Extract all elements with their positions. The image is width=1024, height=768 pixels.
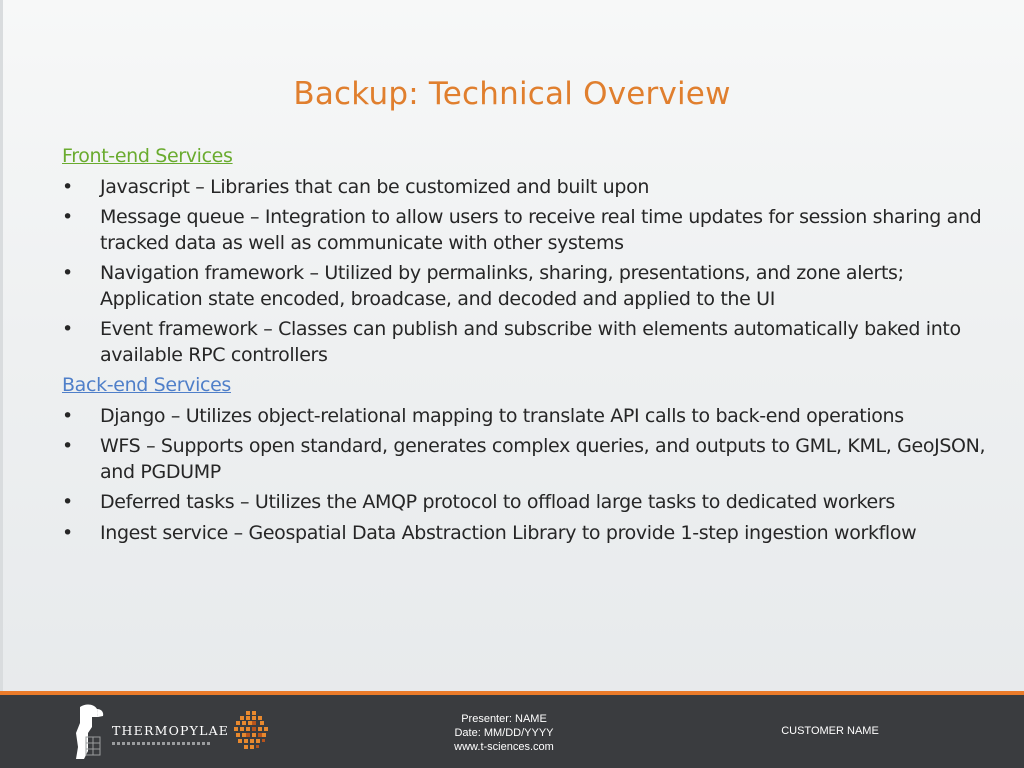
list-item xyxy=(62,404,1002,430)
bullet-icon: • xyxy=(62,435,73,457)
list-item-text: Django – Utilizes object-relational mapping to translate API calls to back-end operations xyxy=(100,404,904,427)
list-item xyxy=(62,175,1002,201)
slide-title: Backup: Technical Overview xyxy=(293,76,731,112)
footer xyxy=(0,695,1024,768)
back-end-services-link[interactable]: Back-end Services xyxy=(62,374,231,396)
list-item xyxy=(62,434,1002,485)
list-item-text: Ingest service – Geospatial Data Abstraction Library to provide 1-step ingestion workflow xyxy=(100,521,917,544)
pixel-globe-icon xyxy=(232,709,272,753)
bullet-icon: • xyxy=(62,491,73,513)
bullet-icon: • xyxy=(62,521,73,544)
list-item-text: Deferred tasks – Utilizes the AMQP protocol to offload large tasks to dedicated workers xyxy=(100,491,895,513)
list-item xyxy=(62,205,1002,256)
presenter-info xyxy=(404,712,604,754)
list-item-text: Event framework – Classes can publish and subscribe with elements automatically baked into available RPC controllers xyxy=(100,318,961,366)
list-item xyxy=(62,490,1002,516)
presenter-name: Presenter: NAME xyxy=(461,713,547,725)
bullet-icon: • xyxy=(62,206,73,228)
list-item-text: WFS – Supports open standard, generates complex queries, and outputs to GML, KML, GeoJSON, and PGDUMP xyxy=(100,435,986,483)
company-logo xyxy=(70,703,290,761)
logo-tagline xyxy=(112,742,212,745)
spartan-helmet-icon xyxy=(70,703,106,761)
list-item-text: Javascript – Libraries that can be customized and built upon xyxy=(100,175,650,198)
bullet-icon: • xyxy=(62,404,73,427)
front-end-services-link[interactable]: Front-end Services xyxy=(62,145,233,167)
list-item-text: Message queue – Integration to allow users to receive real time updates for session sharing and tracked data as well as communicate with other systems xyxy=(100,206,982,254)
list-item-text: Navigation framework – Utilized by permalinks, sharing, presentations, and zone alerts; Application state encoded, broadcase, and decoded and applied to the UI xyxy=(100,262,904,310)
bullet-icon: • xyxy=(62,318,73,340)
list-item xyxy=(62,521,1002,547)
front-end-list xyxy=(62,175,1002,369)
list-item xyxy=(62,261,1002,312)
list-item xyxy=(62,317,1002,368)
logo-wordmark: THERMOPYLAE xyxy=(112,723,230,738)
website-link[interactable]: www.t-sciences.com xyxy=(454,741,554,753)
presentation-date: Date: MM/DD/YYYY xyxy=(454,727,554,739)
slide-content xyxy=(62,144,1002,551)
bullet-icon: • xyxy=(62,175,73,198)
customer-name: CUSTOMER NAME xyxy=(781,725,879,737)
back-end-list xyxy=(62,404,1002,547)
bullet-icon: • xyxy=(62,262,73,284)
